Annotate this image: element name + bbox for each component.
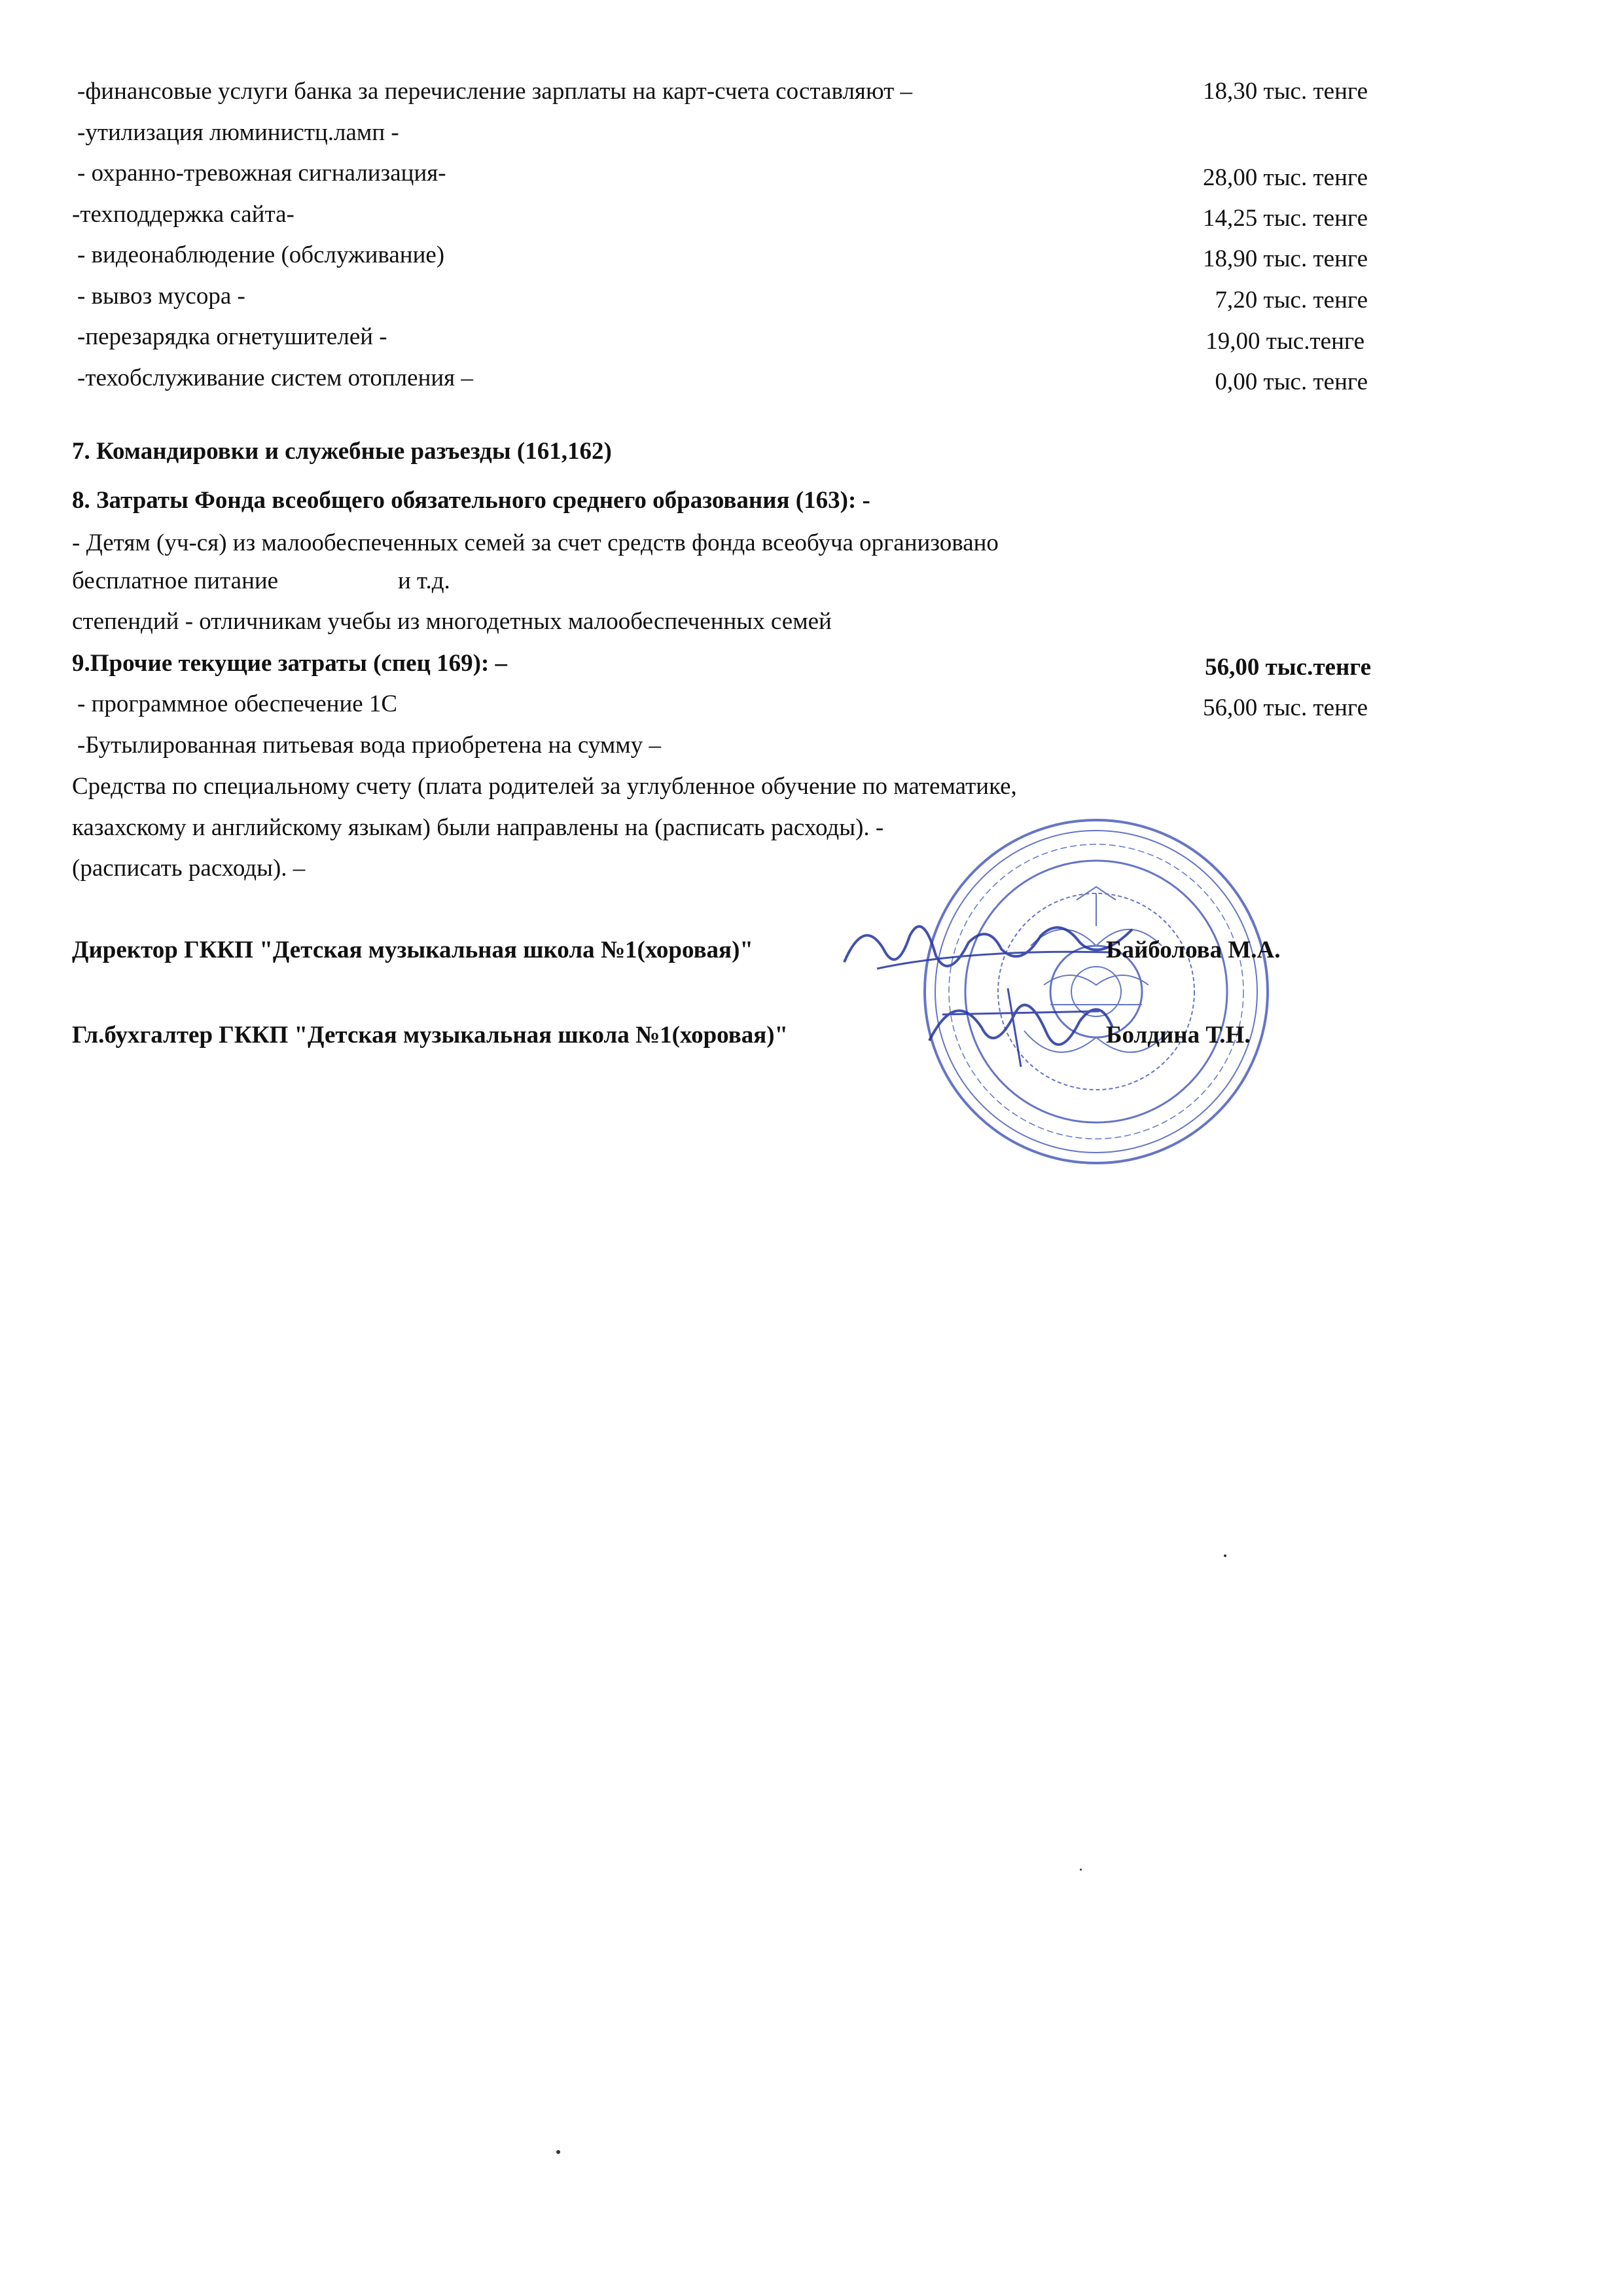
accountant-name: Болдина Т.Н. bbox=[1106, 1022, 1251, 1049]
accountant-title: Гл.бухгалтер ГККП "Детская музыкальная школа №1(хоровая)" bbox=[72, 1022, 789, 1049]
expense-amount-extinguishers: 19,00 тыс.тенге bbox=[1205, 328, 1364, 355]
section-9-item-software: - программное обеспечение 1С bbox=[77, 691, 398, 717]
section-9-item-water: -Бутылированная питьевая вода приобретена на сумму – bbox=[77, 732, 661, 759]
expense-amount-bank-services: 18,30 тыс. тенге bbox=[1203, 78, 1368, 105]
scan-speck bbox=[556, 2150, 560, 2154]
expense-item-bank-services: -финансовые услуги банка за перечисление зарплаты на карт-счета составляют – bbox=[77, 78, 913, 105]
expense-item-extinguishers: -перезарядка огнетушителей - bbox=[77, 323, 387, 350]
expense-item-alarm: - охранно-тревожная сигнализация- bbox=[77, 160, 446, 187]
expense-item-video: - видеонаблюдение (обслуживание) bbox=[77, 242, 445, 268]
expense-item-site-support: -техподдержка сайта- bbox=[72, 201, 294, 228]
special-account-line-2: казахскому и английскому языкам) были направлены на (расписать расходы). - bbox=[72, 814, 884, 841]
section-9-amount: 56,00 тыс.тенге bbox=[1205, 654, 1371, 681]
expense-item-heating: -техобслуживание систем отопления – bbox=[77, 365, 473, 391]
expense-item-garbage: - вывоз мусора - bbox=[77, 283, 245, 310]
expense-amount-site-support: 14,25 тыс. тенге bbox=[1203, 205, 1368, 232]
expense-amount-alarm: 28,00 тыс. тенге bbox=[1203, 164, 1368, 191]
director-title: Директор ГККП "Детская музыкальная школа №1(хоровая)" bbox=[72, 937, 753, 963]
section-8-text-line-2: бесплатное питание bbox=[72, 567, 279, 594]
section-7-heading: 7. Командировки и служебные разъезды (161,162) bbox=[72, 438, 612, 465]
section-9-amount-software: 56,00 тыс. тенге bbox=[1203, 694, 1368, 721]
scan-speck bbox=[1080, 1869, 1082, 1871]
special-account-line-3: (расписать расходы). – bbox=[72, 855, 306, 882]
scan-speck bbox=[1224, 1554, 1226, 1557]
director-name: Байболова М.А. bbox=[1106, 937, 1281, 963]
section-8-text-line-2-end: и т.д. bbox=[398, 567, 450, 594]
expense-amount-garbage: 7,20 тыс. тенге bbox=[1215, 287, 1368, 314]
expense-amount-video: 18,90 тыс. тенге bbox=[1203, 245, 1368, 272]
accountant-signature bbox=[916, 975, 1126, 1073]
section-8-heading: 8. Затраты Фонда всеобщего обязательного среднего образования (163): - bbox=[72, 487, 870, 514]
section-9-heading: 9.Прочие текущие затраты (спец 169): – bbox=[72, 650, 508, 677]
section-8-text-line-3: степендий - отличникам учебы из многодетных малообеспеченных семей bbox=[72, 608, 832, 635]
special-account-line-1: Средства по специальному счету (плата родителей за углубленное обучение по математике, bbox=[72, 773, 1017, 800]
expense-item-lamp-disposal: -утилизация люминистц.ламп - bbox=[77, 119, 399, 146]
expense-amount-heating: 0,00 тыс. тенге bbox=[1215, 368, 1368, 395]
section-8-text-line-1: - Детям (уч-ся) из малообеспеченных семей за счет средств фонда всеобуча организовано bbox=[72, 529, 999, 556]
